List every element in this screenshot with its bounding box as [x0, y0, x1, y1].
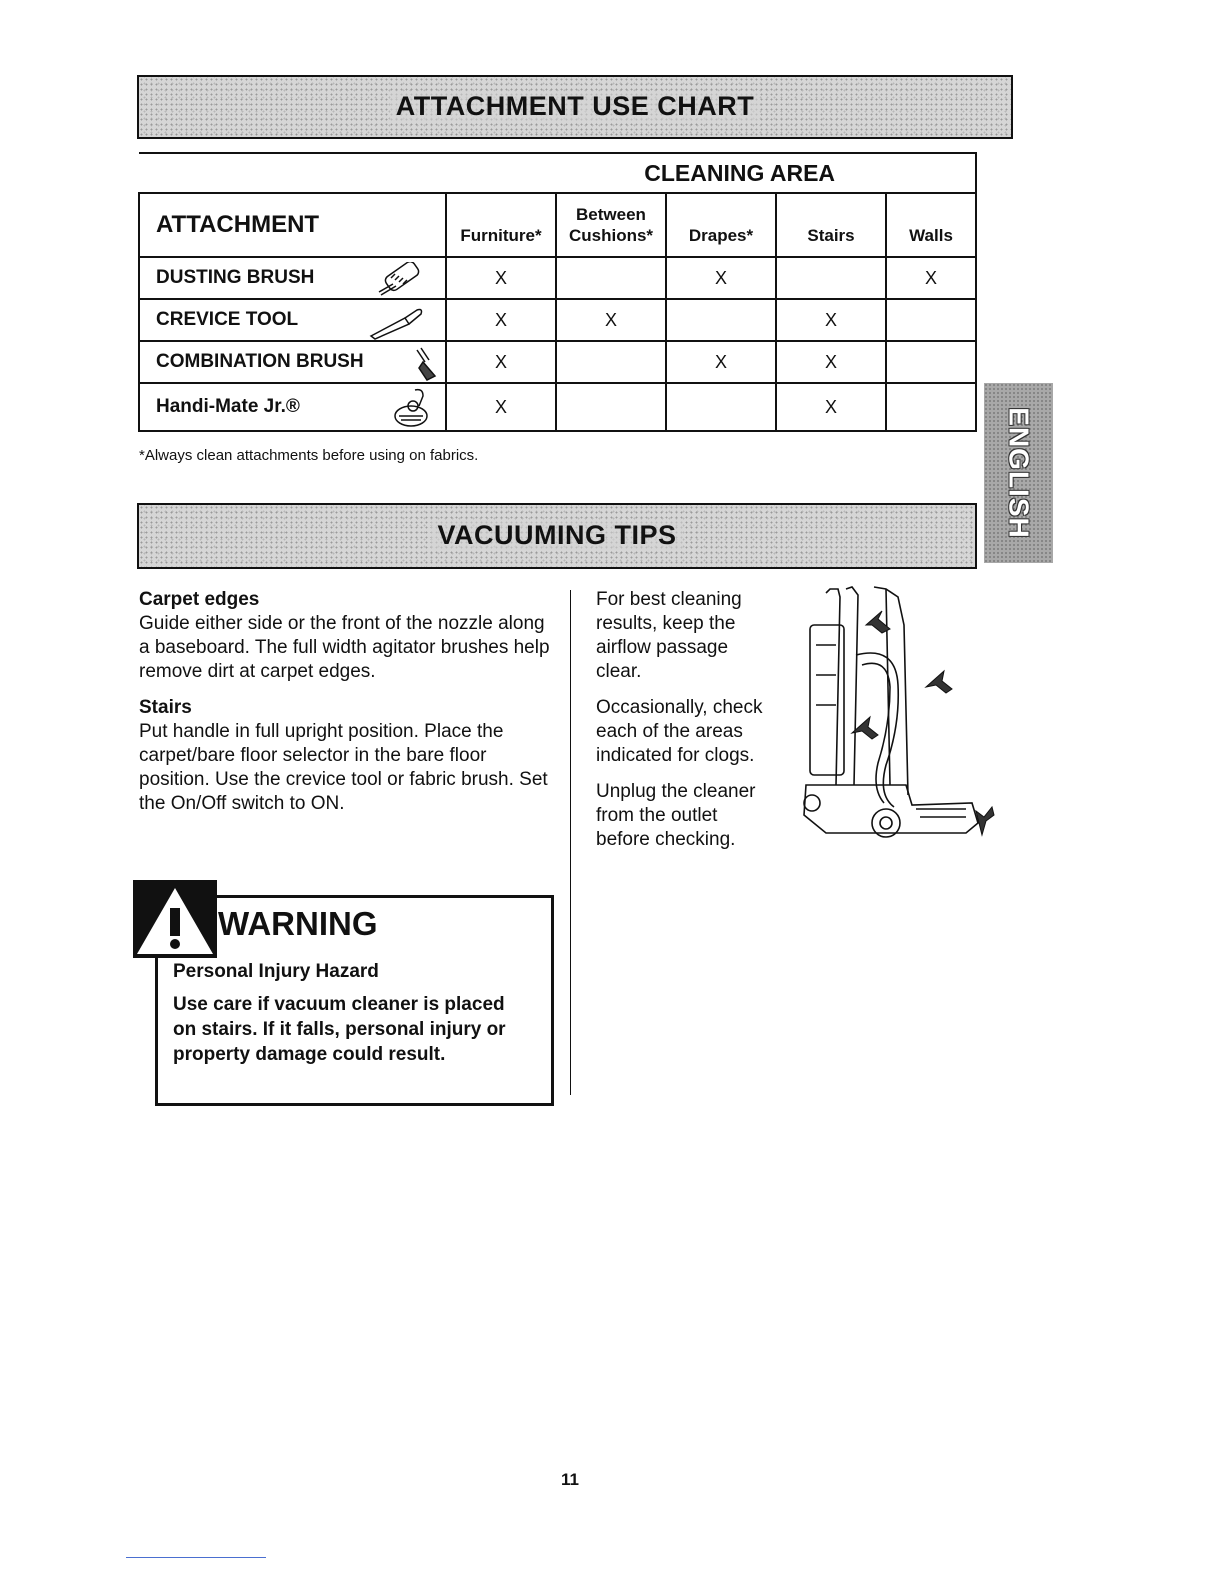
- cell-mark: X: [886, 257, 976, 299]
- attachment-chart-banner: [137, 75, 1013, 139]
- language-tab-label: ENGLISH: [1003, 407, 1035, 539]
- check-clogs-text: Occasionally, check each of the areas indicated for clogs.: [596, 697, 763, 766]
- cell-mark: X: [446, 341, 556, 383]
- cell-mark: [666, 383, 776, 431]
- cell-mark: X: [446, 257, 556, 299]
- carpet-edges-text: Guide either side or the front of the nozzle along a baseboard. The full width agitator brushes help remove dirt at carpet edges.: [139, 613, 550, 682]
- row-label-crevice-tool: CREVICE TOOL: [139, 299, 446, 341]
- vacuum-cleaner-illustration: [786, 585, 1004, 850]
- column-header-between-cushions: Between Cushions*: [556, 193, 666, 257]
- tips-left-column: [139, 588, 554, 828]
- table-row: [139, 383, 976, 431]
- cell-mark: [666, 299, 776, 341]
- unplug-text: Unplug the cleaner from the outlet before checking.: [596, 781, 756, 850]
- column-divider: [570, 590, 571, 1095]
- warning-triangle-icon: [133, 880, 217, 958]
- cell-mark: X: [666, 257, 776, 299]
- warning-subtitle: Personal Injury Hazard: [173, 961, 379, 982]
- table-row: [139, 299, 976, 341]
- table-row: [139, 341, 976, 383]
- column-header-stairs: Stairs: [776, 193, 886, 257]
- vacuuming-tips-banner: [137, 503, 977, 569]
- warning-body: Use care if vacuum cleaner is placed on stairs. If it falls, personal injury or property damage could result.: [173, 994, 506, 1065]
- combination-brush-icon: [411, 346, 441, 384]
- handi-mate-icon: [393, 386, 433, 430]
- column-header-furniture: Furniture*: [446, 193, 556, 257]
- cell-mark: [886, 383, 976, 431]
- warning-title: WARNING: [218, 905, 378, 942]
- row-label-dusting-brush: DUSTING BRUSH: [139, 257, 446, 299]
- cell-mark: X: [666, 341, 776, 383]
- attachment-column-header: ATTACHMENT: [139, 193, 446, 257]
- cell-mark: [776, 257, 886, 299]
- table-row: [139, 257, 976, 299]
- cell-mark: X: [556, 299, 666, 341]
- chart-footnote: *Always clean attachments before using on fabrics.: [139, 447, 479, 464]
- cell-mark: [556, 383, 666, 431]
- vacuuming-tips-title: VACUUMING TIPS: [431, 520, 682, 550]
- cell-mark: [556, 341, 666, 383]
- cell-mark: X: [446, 383, 556, 431]
- tips-middle-column: [596, 588, 771, 864]
- page-number: 11: [561, 1470, 579, 1489]
- cell-mark: X: [776, 383, 886, 431]
- carpet-edges-heading: Carpet edges: [139, 589, 260, 610]
- cell-mark: [886, 341, 976, 383]
- cell-mark: [886, 299, 976, 341]
- attachment-use-table: [138, 152, 977, 432]
- stairs-text: Put handle in full upright position. Place the carpet/bare floor selector in the bare floor position. Use the crevice tool or fabric brush. Set the On/Off switch to ON.: [139, 721, 548, 814]
- language-tab: [984, 383, 1053, 563]
- cell-mark: X: [446, 299, 556, 341]
- column-header-drapes: Drapes*: [666, 193, 776, 257]
- airflow-text: For best cleaning results, keep the airflow passage clear.: [596, 589, 742, 682]
- bottom-rule: [126, 1557, 266, 1558]
- crevice-tool-icon: [365, 304, 431, 340]
- cell-mark: [556, 257, 666, 299]
- dusting-brush-icon: [371, 262, 431, 298]
- cell-mark: X: [776, 299, 886, 341]
- row-label-combination-brush: COMBINATION BRUSH: [139, 341, 446, 383]
- cleaning-area-header: CLEANING AREA: [139, 153, 976, 193]
- cell-mark: X: [776, 341, 886, 383]
- row-label-handi-mate: Handi-Mate Jr.®: [139, 383, 446, 431]
- attachment-chart-title: ATTACHMENT USE CHART: [390, 91, 760, 121]
- column-header-walls: Walls: [886, 193, 976, 257]
- stairs-heading: Stairs: [139, 697, 192, 718]
